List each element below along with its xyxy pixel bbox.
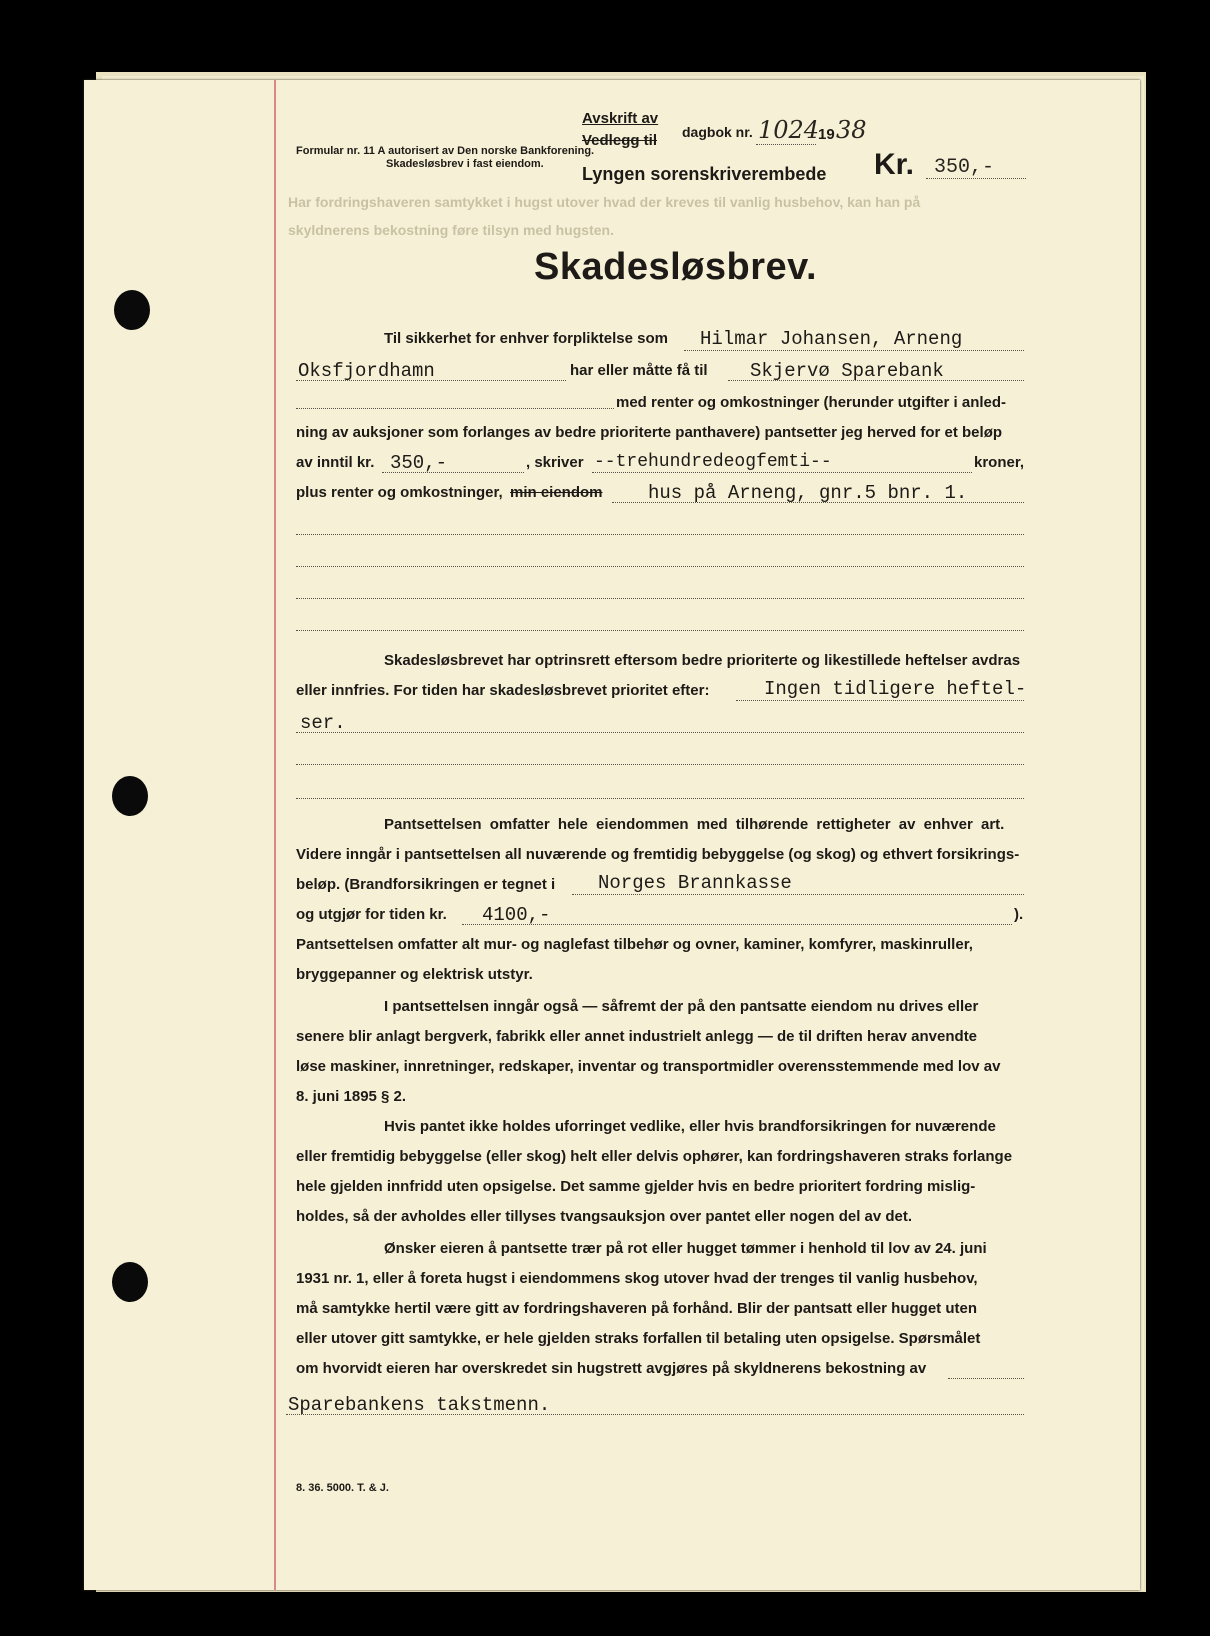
property-description: hus på Arneng, gnr.5 bnr. 1.	[648, 482, 968, 504]
timber-text: må samtykke hertil være gitt av fordringshaveren på forhånd. Blir der pantsatt eller hugget uten	[296, 1300, 977, 1317]
industry-text: løse maskiner, innretninger, redskaper, inventar og transportmidler overensstemmende med lov av	[296, 1058, 1001, 1075]
document-title: Skadesløsbrev.	[534, 246, 818, 288]
year-print: 19	[818, 126, 835, 143]
priority-text: Skadesløsbrevet har optrinsrett eftersom bedre prioriterte og likestillede heftelser avdras	[384, 652, 1021, 669]
blank-line	[296, 408, 614, 409]
creditor-line	[728, 380, 1024, 381]
kr-label: Kr.	[874, 148, 915, 181]
court-office: Lyngen sorenskriverembede	[582, 164, 827, 184]
struck-text: min eiendom	[510, 484, 603, 501]
punch-hole	[114, 290, 150, 330]
punch-hole	[112, 1262, 148, 1302]
dagbok-number: 1024	[758, 116, 820, 144]
pledge-text: bryggepanner og elektrisk utstyr.	[296, 966, 533, 983]
punch-hole	[112, 776, 148, 816]
auction-text: ning av auksjoner som forlanges av bedre prioriterte panthavere) pantsetter jeg herved for et beløp	[296, 424, 1003, 441]
timber-text: eller utover gitt samtykke, er hele gjelden straks forfallen til betaling uten opsigelse. Spørsmålet	[296, 1330, 981, 1347]
insurer-name: Norges Brannkasse	[598, 872, 792, 894]
bleed-through-text: skyldnerens bekostning føre tilsyn med hugsten.	[288, 222, 614, 238]
priority-value-cont: ser.	[300, 712, 346, 734]
priority-label: eller innfries. For tiden har skadesløsbrevet prioritet efter:	[296, 682, 710, 699]
amount-value: 350,-	[390, 452, 448, 474]
interest-text: med renter og omkostninger (herunder utgifter i anled-	[616, 394, 1007, 411]
creditor-label: har eller måtte få til	[570, 362, 708, 379]
debtor-place: Oksfjordhamn	[298, 360, 435, 382]
paren-close: ).	[1014, 906, 1024, 923]
blank-line	[296, 630, 1024, 631]
debtor-name: Hilmar Johansen, Arneng	[700, 328, 963, 350]
blank-line	[296, 534, 1024, 535]
timber-text: Ønsker eieren å pantsette trær på rot eller hugget tømmer i henhold til lov av 24. juni	[384, 1240, 987, 1257]
industry-text: senere blir anlagt bergverk, fabrikk eller annet industrielt anlegg — de til driften herav anvendte	[296, 1028, 978, 1045]
words-line	[592, 472, 972, 473]
blank-line	[296, 798, 1024, 799]
assessor-line	[286, 1414, 1024, 1415]
maintenance-text: Hvis pantet ikke holdes uforringet vedlike, eller hvis brandforsikringen for nuværende	[384, 1118, 996, 1135]
industry-text: 8. juni 1895 § 2.	[296, 1088, 407, 1105]
form-authorization: Formular nr. 11 A autorisert av Den norske Bankforening.	[296, 145, 595, 157]
assessor-line	[948, 1378, 1024, 1379]
form-type: Skadesløsbrev i fast eiendom.	[386, 158, 544, 170]
dagbok-label: dagbok nr.	[682, 124, 753, 140]
creditor-name: Skjervø Sparebank	[750, 360, 944, 382]
pledge-text: Pantsettelsen omfatter alt mur- og naglefast tilbehør og ovner, kaminer, komfyrer, maskinruller,	[296, 936, 973, 953]
insured-amount: 4100,-	[482, 904, 551, 926]
maintenance-text: holdes, så der avholdes eller tillyses tvangsauksjon over pantet eller nogen del av det.	[296, 1208, 913, 1225]
timber-text: om hvorvidt eieren har overskredet sin hugstrett avgjøres på skyldnerens bekostning av	[296, 1360, 927, 1377]
vedlegg-label: Vedlegg til	[582, 132, 658, 149]
priority-line	[296, 732, 1024, 733]
insured-amount-line	[462, 924, 1012, 925]
plus-label: plus renter og omkostninger,	[296, 484, 503, 501]
pledge-text: Videre inngår i pantsettelsen all nuværende og fremtidig bebyggelse (og skog) og ethvert forsikrings-	[296, 846, 1020, 863]
industry-text: I pantsettelsen inngår også — såfremt der på den pantsatte eiendom nu drives eller	[384, 998, 979, 1015]
place-line	[296, 380, 566, 381]
amount-in-words: --trehundredeogfemti--	[594, 452, 832, 472]
amount-line	[382, 472, 524, 473]
obligation-label: Til sikkerhet for enhver forpliktelse som	[384, 330, 668, 347]
print-code: 8. 36. 5000. T. & J.	[296, 1482, 389, 1494]
kroner-label: kroner,	[974, 454, 1025, 471]
insurer-line	[572, 894, 1024, 895]
blank-line	[296, 764, 1024, 765]
kr-amount: 350,-	[934, 156, 995, 179]
words-label: , skriver	[526, 454, 584, 471]
priority-value: Ingen tidligere heftel-	[764, 678, 1027, 700]
debtor-line	[684, 350, 1024, 351]
avskrift-label: Avskrift av	[582, 110, 659, 127]
insured-amount-label: og utgjør for tiden kr.	[296, 906, 447, 923]
year-hand: 38	[836, 116, 867, 144]
amount-label: av inntil kr.	[296, 454, 375, 471]
timber-text: 1931 nr. 1, eller å foreta hugst i eiendommens skog utover hvad der trenges til vanlig husbehov,	[296, 1270, 978, 1287]
assessor: Sparebankens takstmenn.	[288, 1394, 551, 1416]
margin-rule	[274, 80, 276, 1590]
dagbok-dotted-line	[756, 144, 816, 145]
blank-line	[296, 566, 1024, 567]
kr-dotted-line	[926, 178, 1026, 179]
insurance-label: beløp. (Brandforsikringen er tegnet i	[296, 876, 556, 893]
priority-line	[736, 700, 1024, 701]
blank-line	[296, 598, 1024, 599]
maintenance-text: hele gjelden innfridd uten opsigelse. Det samme gjelder hvis en bedre prioritert fordring mislig-	[296, 1178, 976, 1195]
bleed-through-text: Har fordringshaveren samtykket i hugst utover hvad der kreves til vanlig husbehov, kan han på	[288, 194, 921, 210]
property-line	[612, 502, 1024, 503]
maintenance-text: eller fremtidig bebyggelse (eller skog) helt eller delvis ophører, kan fordringshaveren straks forlange	[296, 1148, 1013, 1165]
pledge-text: Pantsettelsen omfatter hele eiendommen med tilhørende rettigheter av enhver art.	[384, 816, 1005, 833]
